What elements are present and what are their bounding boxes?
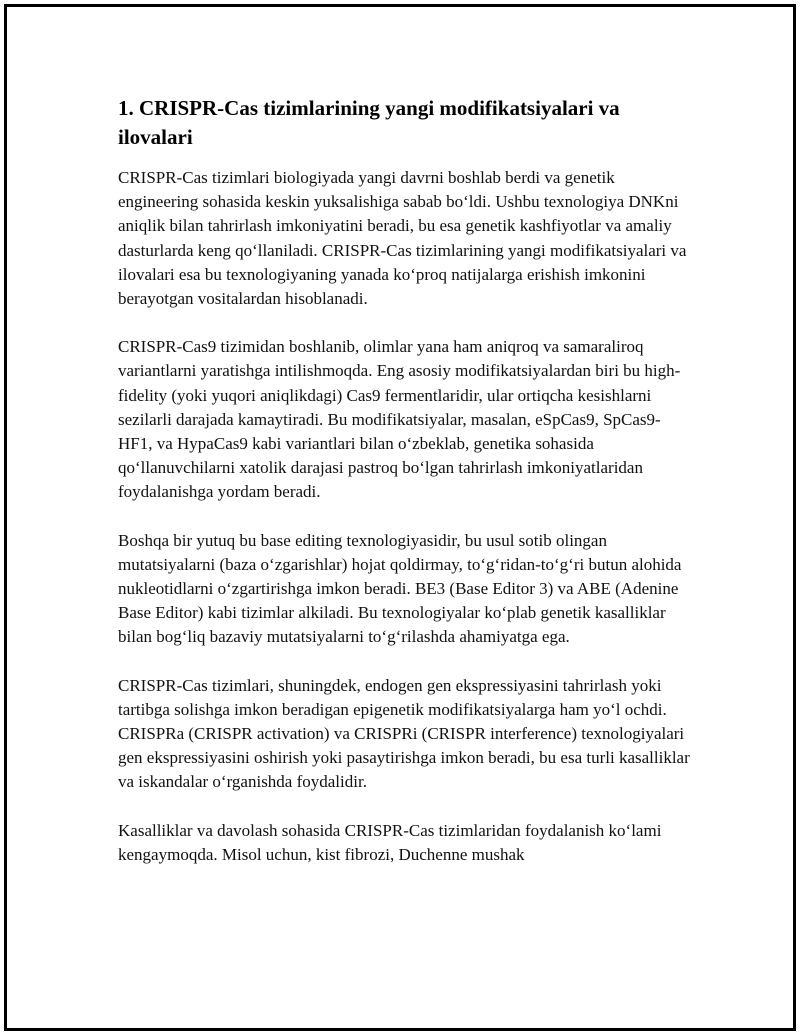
paragraph-diseases: Kasalliklar va davolash sohasida CRISPR-Cas tizimlaridan foydalanish ko‘lami kengaymoqda. Misol uchun, kist fibrozi, Duchenne mushak: [118, 820, 662, 864]
paragraph-cas9-modifications: CRISPR-Cas9 tizimidan boshlanib, olimlar yana ham aniqroq va samaraliroq variantlarni yaratishga intilishmoqda. Eng asosiy modifikatsiyalardan biri bu high-fidelity (yoki yuqori aniqlikdagi) Cas9 fermentlaridir, ular ortiqcha kesishlarni sezilarli darajada kamaytiradi. Bu modifikatsiyalar, masalan, eSpCas9, SpCas9-HF1, va HypaCas9 kabi variantlari bilan o‘zbeklab, genetika sohasida qo‘llanuvchilarni xatolik darajasi pastroq bo‘lgan tahrirlash imkoniyatlaridan foydalanishga yordam beradi.: [118, 337, 681, 502]
paragraph-intro: CRISPR-Cas tizimlari biologiyada yangi davrni boshlab berdi va genetik engineering sohasida keskin yuksalishiga sabab bo‘ldi. Ushbu texnologiya DNKni aniqlik bilan tahrirlash imkoniyatini beradi, bu esa genetik kashfiyotlar va amaliy dasturlarda keng qo‘llaniladi. CRISPR-Cas tizimlarining yangi modifikatsiyalari va ilovalari esa bu texnologiyaning yanada ko‘proq natijalarga erishish imkonini berayotgan vositalardan hisoblanadi.: [118, 168, 687, 309]
section-heading: 1. CRISPR-Cas tizimlarining yangi modifikatsiyalari va ilovalari: [118, 96, 620, 149]
paragraph-base-editing: Boshqa bir yutuq bu base editing texnologiyasidir, bu usul sotib olingan mutatsiyalarni (baza o‘zgarishlar) hojat qoldirmay, to‘g‘ridan-to‘g‘ri butun alohida nukleotidlarni o‘zgartirishga imkon beradi. BE3 (Base Editor 3) va ABE (Adenine Base Editor) kabi tizimlar alkiladi. Bu texnologiyalar ko‘plab genetik kasalliklar bilan bog‘liq bazaviy mutatsiyalarni to‘g‘rilashda ahamiyatga ega.: [118, 530, 682, 647]
paragraph-epigenetic: CRISPR-Cas tizimlari, shuningdek, endogen gen ekspressiyasini tahrirlash yoki tartibga solishga imkon beradigan epigenetik modifikatsiyalarga ham yo‘l ochdi. CRISPRa (CRISPR activation) va CRISPRi (CRISPR interference) texnologiyalari gen ekspressiyasini oshirish yoki pasaytirishga imkon beradi, bu esa turli kasalliklar va iskandalar o‘rganishda foydalidir.: [118, 675, 690, 792]
document-body: [118, 94, 692, 891]
